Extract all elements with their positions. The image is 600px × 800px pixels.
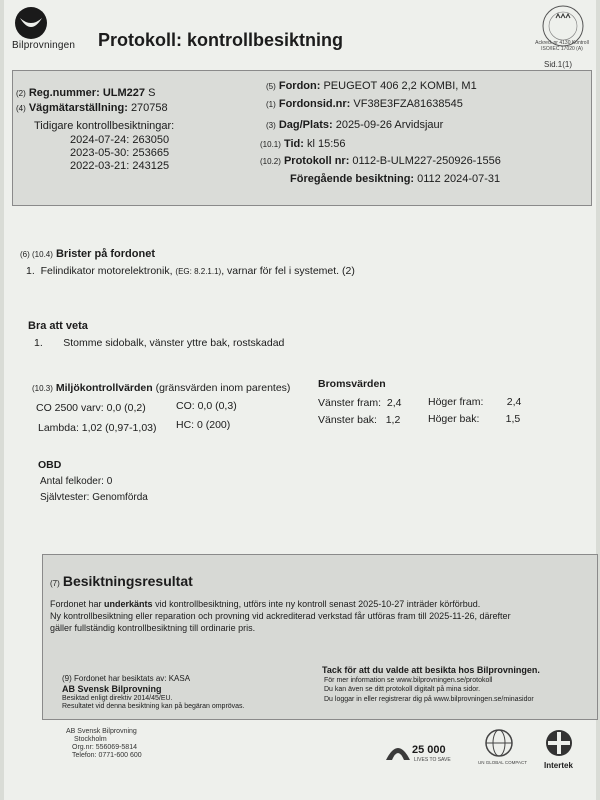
- result-line-2: Ny kontrollbesiktning eller reparation och provning vid ackrediterad verkstad får utföras fram till 2025-11-26, därefter: [50, 611, 511, 621]
- global-compact-icon: [484, 728, 514, 758]
- brake-left-rear: Vänster bak: 1,2: [318, 414, 401, 426]
- vehicle-id-row: (1) Fordonsid.nr: VF38E3FZA81638545: [266, 98, 463, 110]
- co-value: CO: 0,0 (0,3): [176, 400, 237, 412]
- review-text: Resultatet vid denna besiktning kan på begäran omprövas.: [62, 703, 245, 710]
- thanks-text: Tack för att du valde att besikta hos Bilprovningen.: [322, 665, 540, 675]
- info-line-1: För mer information se www.bilprovningen.se/protokoll: [324, 677, 493, 684]
- odometer-row: (4) Vägmätarställning: 270758: [16, 102, 168, 114]
- defect-item: 1. Felindikator motorelektronik, (EG: 8.2.1.1), varnar för fel i systemet. (2): [26, 265, 355, 277]
- logo-text: Bilprovningen: [12, 40, 76, 51]
- seal-text: Ackred. nr 4130 Kontroll ISO/IEC 17020 (A): [535, 40, 589, 52]
- footer-city: Stockholm: [74, 736, 107, 743]
- obd-fault-codes: Antal felkoder: 0: [40, 476, 113, 487]
- date-place-row: (3) Dag/Plats: 2025-09-26 Arvidsjaur: [266, 119, 444, 131]
- intertek-text: Intertek: [544, 761, 573, 770]
- brake-right-rear: Höger bak: 1,5: [428, 413, 521, 425]
- co-rpm-value: CO 2500 varv: 0,0 (0,2): [36, 402, 146, 414]
- lives-to-save-text: LIVES TO SAVE: [414, 757, 451, 763]
- environment-heading: (10.3) Miljökontrollvärden (gränsvärden inom parentes): [32, 382, 291, 394]
- vehicle-model-row: (5) Fordon: PEUGEOT 406 2,2 KOMBI, M1: [266, 80, 477, 92]
- good-to-know-heading: Bra att veta: [28, 320, 88, 332]
- global-compact-text: UN GLOBAL COMPACT: [478, 760, 528, 765]
- lives-to-save-icon: [382, 736, 414, 764]
- hc-value: HC: 0 (200): [176, 419, 231, 431]
- page-number: Sid.1(1): [544, 60, 573, 69]
- obd-self-tests: Självtester: Genomförda: [40, 492, 148, 503]
- time-row: (10.1) Tid: kl 15:56: [260, 138, 346, 150]
- brake-left-front: Vänster fram: 2,4: [318, 397, 402, 409]
- result-line-3: gäller fullständig kontrollbesiktning till ordinarie pris.: [50, 623, 256, 633]
- intertek-icon: [544, 728, 574, 758]
- reg-number-row: (2) Reg.nummer: ULM227 S: [16, 87, 156, 99]
- defects-heading: (6) (10.4) Brister på fordonet: [20, 248, 155, 260]
- previous-inspection-row: Föregående besiktning: 0112 2024-07-31: [290, 173, 501, 185]
- lives-to-save-number: 25 000: [412, 744, 446, 756]
- protocol-paper: [4, 0, 596, 800]
- previous-inspections-title: Tidigare kontrollbesiktningar:: [34, 120, 175, 132]
- previous-inspection: 2023-05-30: 253665: [70, 147, 170, 159]
- good-to-know-item: 1. Stomme sidobalk, vänster yttre bak, rostskadad: [34, 337, 285, 349]
- result-heading: (7) Besiktningsresultat: [50, 573, 193, 589]
- lambda-value: Lambda: 1,02 (0,97-1,03): [38, 422, 157, 434]
- obd-heading: OBD: [38, 459, 62, 471]
- result-line-1: Fordonet har underkänts vid kontrollbesiktning, utförs inte ny kontroll senast 2025-10-27 inträder körförbud.: [50, 599, 481, 609]
- previous-inspection: 2024-07-24: 263050: [70, 134, 170, 146]
- footer-phone: Telefon: 0771-600 600: [72, 752, 142, 759]
- bilprovningen-logo-icon: [14, 6, 48, 40]
- protocol-number-row: (10.2) Protokoll nr: 0112-B-ULM227-250926-1556: [260, 155, 501, 167]
- brake-right-front: Höger fram: 2,4: [428, 396, 522, 408]
- info-line-3: Du loggar in eller registrerar dig på www.bilprovningen.se/minasidor: [324, 696, 534, 703]
- footer-orgnr: Org.nr: 556069-5814: [72, 744, 137, 751]
- document-title: Protokoll: kontrollbesiktning: [98, 30, 344, 50]
- inspected-by: (9) Fordonet har besiktats av: KASA: [62, 674, 191, 683]
- footer-company: AB Svensk Bilprovning: [66, 728, 137, 735]
- brakes-heading: Bromsvärden: [318, 378, 386, 390]
- company-name: AB Svensk Bilprovning: [62, 684, 162, 694]
- info-line-2: Du kan även se ditt protokoll digitalt på mina sidor.: [324, 686, 481, 693]
- directive-text: Besiktad enligt direktiv 2014/45/EU.: [62, 695, 173, 702]
- previous-inspection: 2022-03-21: 243125: [70, 160, 170, 172]
